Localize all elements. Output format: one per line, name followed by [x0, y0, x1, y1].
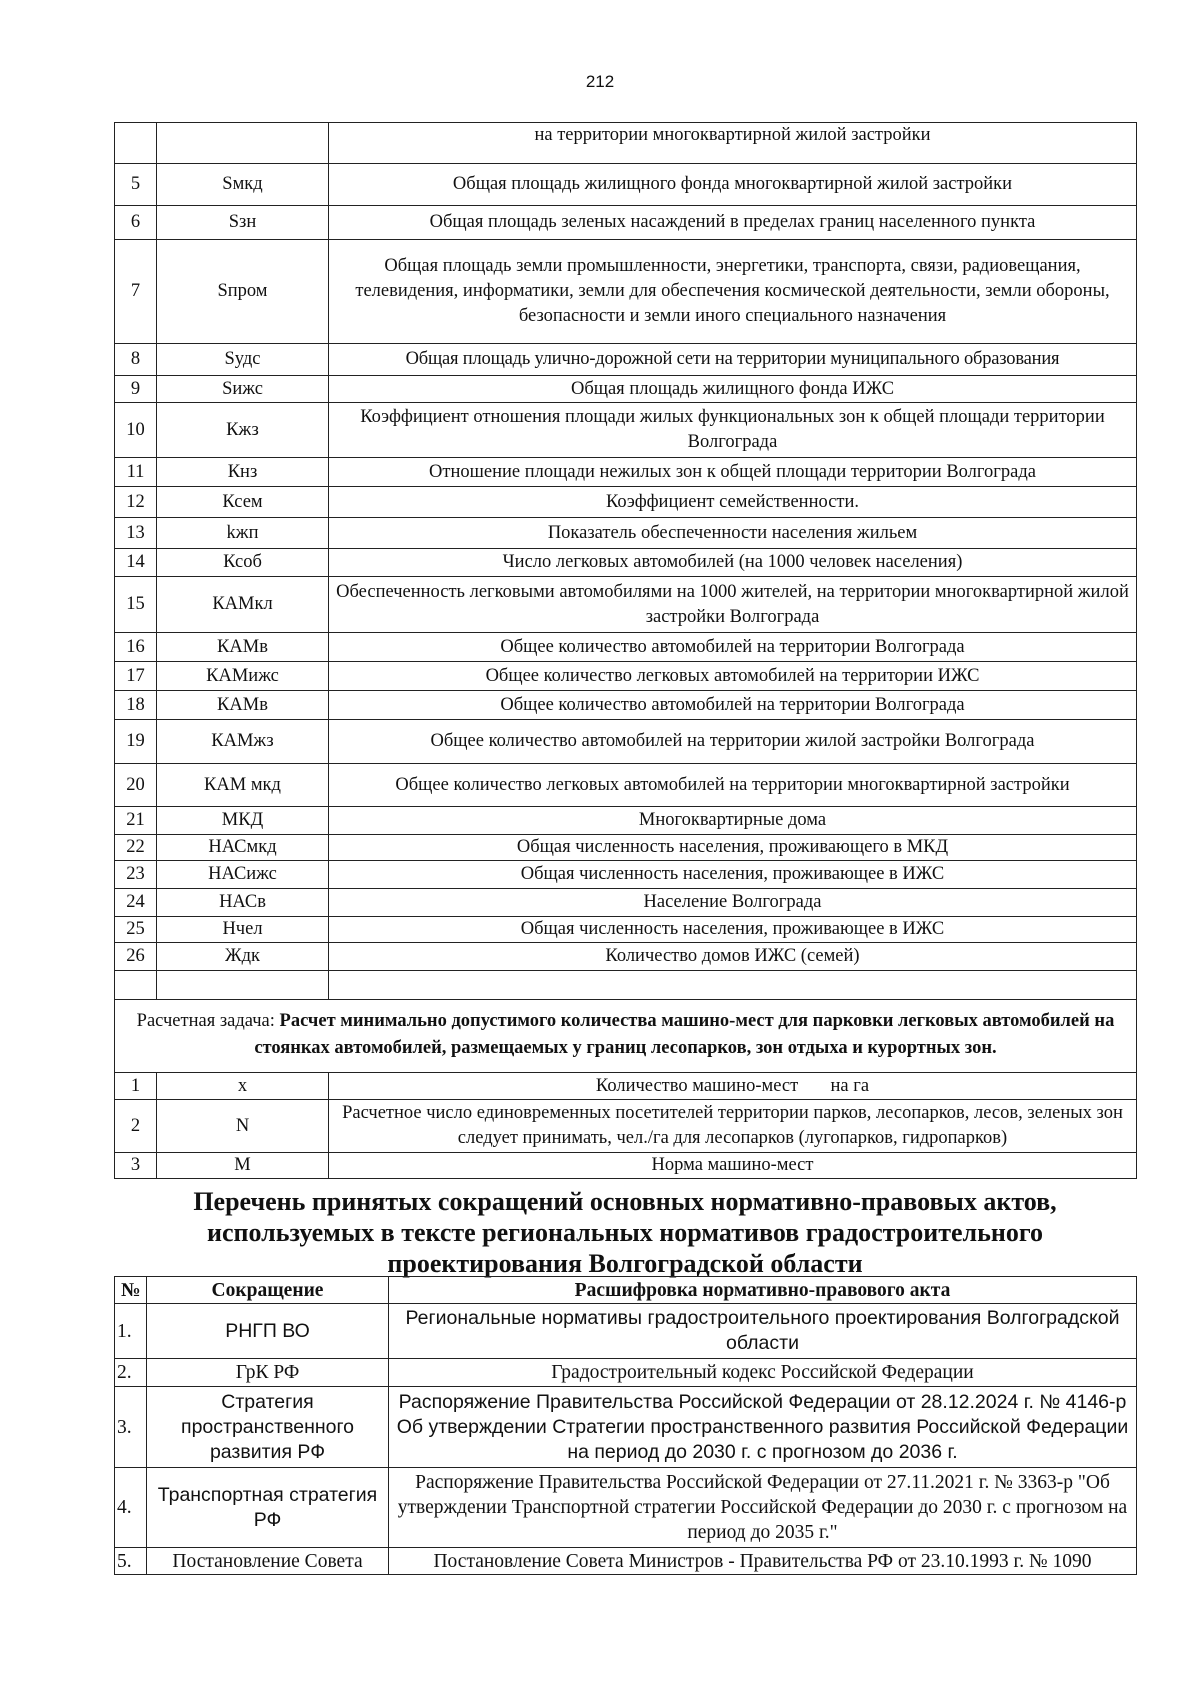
variable-description: Количество машино-мест на га — [329, 1073, 1137, 1100]
variable-symbol: Кнз — [157, 458, 329, 487]
variable-description: Коэффициент отношения площади жилых функциональных зон к общей площади территории Волгограда — [329, 403, 1137, 458]
variable-symbol: НАСижс — [157, 861, 329, 889]
table-row — [115, 577, 1137, 633]
variable-symbol: x — [157, 1073, 329, 1100]
variable-description: Общая площадь жилищного фонда многоквартирной жилой застройки — [329, 164, 1137, 206]
table-row — [115, 549, 1137, 577]
variable-description: Общее количество легковых автомобилей на территории многоквартирной застройки — [329, 764, 1137, 807]
variable-symbol: Sмкд — [157, 164, 329, 206]
variable-symbol — [157, 971, 329, 1000]
task-title: Расчет минимально допустимого количества машино-мест для парковки легковых автомобилей на стоянках автомобилей, размещаемых у границ лесопарков, зон отдыха и курортных зон. — [254, 1011, 1115, 1058]
row-number: 8 — [115, 344, 157, 376]
column-header-number: № — [115, 1277, 147, 1304]
abbreviation: РНГП ВО — [147, 1304, 389, 1359]
row-number: 1 — [115, 1073, 157, 1100]
variable-symbol: Нчел — [157, 917, 329, 943]
variable-description: Население Волгограда — [329, 889, 1137, 917]
variable-description: на территории многоквартирной жилой застройки — [329, 123, 1137, 164]
row-number: 10 — [115, 403, 157, 458]
calculation-task — [115, 1000, 1137, 1073]
row-number: 4. — [115, 1468, 147, 1548]
column-header-abbreviation: Сокращение — [147, 1277, 389, 1304]
table-row — [115, 1468, 1137, 1548]
row-number: 19 — [115, 720, 157, 764]
variable-description: Коэффициент семейственности. — [329, 487, 1137, 518]
variable-symbol: КАМкл — [157, 577, 329, 633]
row-number: 18 — [115, 691, 157, 720]
abbreviation: Транспортная стратегия РФ — [147, 1468, 389, 1548]
table-row — [115, 1073, 1137, 1100]
abbreviation-full: Градостроительный кодекс Российской Федерации — [389, 1359, 1137, 1387]
page-number: 212 — [585, 72, 615, 91]
variable-description: Отношение площади нежилых зон к общей площади территории Волгограда — [329, 458, 1137, 487]
table-row — [115, 691, 1137, 720]
variable-description: Общее количество автомобилей на территории Волгограда — [329, 633, 1137, 662]
variable-symbol — [157, 123, 329, 164]
row-number: 14 — [115, 549, 157, 577]
row-number: 20 — [115, 764, 157, 807]
variable-description: Расчетное число единовременных посетителей территории парков, лесопарков, лесов, зеленых зон следует принимать, чел./га для лесопарков (лугопарков, гидропарков) — [329, 1100, 1137, 1153]
table-row — [115, 835, 1137, 861]
variable-symbol: Ксоб — [157, 549, 329, 577]
abbreviation-full: Региональные нормативы градостроительного проектирования Волгоградской области — [389, 1304, 1137, 1359]
table-header-row — [115, 1277, 1137, 1304]
variable-symbol: КАМв — [157, 691, 329, 720]
row-number: 21 — [115, 807, 157, 835]
task-label: Расчетная задача: — [136, 1011, 280, 1031]
row-number: 6 — [115, 206, 157, 240]
table-row — [115, 917, 1137, 943]
table-row — [115, 1153, 1137, 1179]
variable-symbol: КАМжз — [157, 720, 329, 764]
row-number: 13 — [115, 518, 157, 549]
variable-symbol: Sижс — [157, 376, 329, 403]
variable-symbol: M — [157, 1153, 329, 1179]
abbreviation-full: Распоряжение Правительства Российской Федерации от 27.11.2021 г. № 3363-р "Об утверждении Транспортной стратегии Российской Федерации до 2030 г. с прогнозом на период до 2035 г." — [389, 1468, 1137, 1548]
table-row — [115, 1548, 1137, 1575]
variable-symbol: КАМв — [157, 633, 329, 662]
table-row — [115, 889, 1137, 917]
table-row — [115, 518, 1137, 549]
abbreviation: Постановление Совета — [147, 1548, 389, 1575]
table-row — [115, 971, 1137, 1000]
row-number: 3 — [115, 1153, 157, 1179]
variable-description: Общая площадь земли промышленности, энергетики, транспорта, связи, радиовещания, телевидения, информатики, земли для обеспечения космической деятельности, земли обороны, безопасности и земли иного специального назначения — [329, 240, 1137, 344]
table-row — [115, 861, 1137, 889]
variable-symbol: kжп — [157, 518, 329, 549]
table-row — [115, 1304, 1137, 1359]
row-number: 16 — [115, 633, 157, 662]
row-number: 24 — [115, 889, 157, 917]
row-number — [115, 971, 157, 1000]
variable-description: Показатель обеспеченности населения жильем — [329, 518, 1137, 549]
task-row — [115, 1000, 1137, 1073]
table-row — [115, 487, 1137, 518]
row-number: 2. — [115, 1359, 147, 1387]
table-row — [115, 344, 1137, 376]
variable-description — [329, 971, 1137, 1000]
abbreviation-full: Постановление Совета Министров - Правительства РФ от 23.10.1993 г. № 1090 — [389, 1548, 1137, 1575]
row-number: 5 — [115, 164, 157, 206]
row-number: 9 — [115, 376, 157, 403]
variable-description: Общая численность населения, проживающего в МКД — [329, 835, 1137, 861]
variable-symbol: КАМ мкд — [157, 764, 329, 807]
variable-symbol: Кжз — [157, 403, 329, 458]
table-row — [115, 662, 1137, 691]
variable-description: Общая численность населения, проживающее в ИЖС — [329, 861, 1137, 889]
table-row — [115, 164, 1137, 206]
variable-symbol: НАСв — [157, 889, 329, 917]
variable-symbol: Sудс — [157, 344, 329, 376]
variable-description: Общая площадь улично-дорожной сети на территории муниципального образования — [329, 344, 1137, 376]
variable-symbol: КАМижс — [157, 662, 329, 691]
table-row — [115, 240, 1137, 344]
table-row — [115, 458, 1137, 487]
table-row — [115, 206, 1137, 240]
table-row — [115, 633, 1137, 662]
table-row — [115, 807, 1137, 835]
row-number: 3. — [115, 1387, 147, 1468]
variable-description: Общая площадь жилищного фонда ИЖС — [329, 376, 1137, 403]
table-row — [115, 720, 1137, 764]
table-row — [115, 1100, 1137, 1153]
row-number: 1. — [115, 1304, 147, 1359]
variable-symbol: Sзн — [157, 206, 329, 240]
row-number: 26 — [115, 943, 157, 971]
abbreviations-table — [114, 1276, 1137, 1575]
variable-description: Общее количество автомобилей на территории жилой застройки Волгограда — [329, 720, 1137, 764]
row-number: 23 — [115, 861, 157, 889]
row-number: 5. — [115, 1548, 147, 1575]
table-row — [115, 1359, 1137, 1387]
variable-description: Число легковых автомобилей (на 1000 человек населения) — [329, 549, 1137, 577]
variables-table — [114, 122, 1137, 1179]
abbreviation: Стратегия пространственного развития РФ — [147, 1387, 389, 1468]
abbreviations-heading: Перечень принятых сокращений основных нормативно-правовых актов, используемых в тексте региональных нормативов градостроительного проектирования Волгоградской области — [193, 1187, 1057, 1278]
table-row — [115, 943, 1137, 971]
row-number: 7 — [115, 240, 157, 344]
abbreviation: ГрК РФ — [147, 1359, 389, 1387]
table-row — [115, 376, 1137, 403]
row-number — [115, 123, 157, 164]
variable-description: Общее количество легковых автомобилей на территории ИЖС — [329, 662, 1137, 691]
variable-symbol: N — [157, 1100, 329, 1153]
table-row — [115, 123, 1137, 164]
variable-description: Общая площадь зеленых насаждений в пределах границ населенного пункта — [329, 206, 1137, 240]
variable-description: Общее количество автомобилей на территории Волгограда — [329, 691, 1137, 720]
variable-symbol: Ксем — [157, 487, 329, 518]
variable-symbol: Ждк — [157, 943, 329, 971]
row-number: 15 — [115, 577, 157, 633]
row-number: 22 — [115, 835, 157, 861]
table-row — [115, 764, 1137, 807]
table-row — [115, 403, 1137, 458]
variable-symbol: НАСмкд — [157, 835, 329, 861]
variable-description: Норма машино-мест — [329, 1153, 1137, 1179]
variable-symbol: МКД — [157, 807, 329, 835]
variable-symbol: Sпром — [157, 240, 329, 344]
row-number: 12 — [115, 487, 157, 518]
row-number: 25 — [115, 917, 157, 943]
row-number: 17 — [115, 662, 157, 691]
table-row — [115, 1387, 1137, 1468]
variable-description: Обеспеченность легковыми автомобилями на 1000 жителей, на территории многоквартирной жилой застройки Волгограда — [329, 577, 1137, 633]
variable-description: Количество домов ИЖС (семей) — [329, 943, 1137, 971]
row-number: 2 — [115, 1100, 157, 1153]
variable-description: Общая численность населения, проживающее в ИЖС — [329, 917, 1137, 943]
abbreviation-full: Распоряжение Правительства Российской Федерации от 28.12.2024 г. № 4146-р Об утверждении Стратегии пространственного развития Российской Федерации на период до 2030 г. с прогнозом до 2036 г. — [389, 1387, 1137, 1468]
variable-description: Многоквартирные дома — [329, 807, 1137, 835]
row-number: 11 — [115, 458, 157, 487]
column-header-full-name: Расшифровка нормативно-правового акта — [389, 1277, 1137, 1304]
